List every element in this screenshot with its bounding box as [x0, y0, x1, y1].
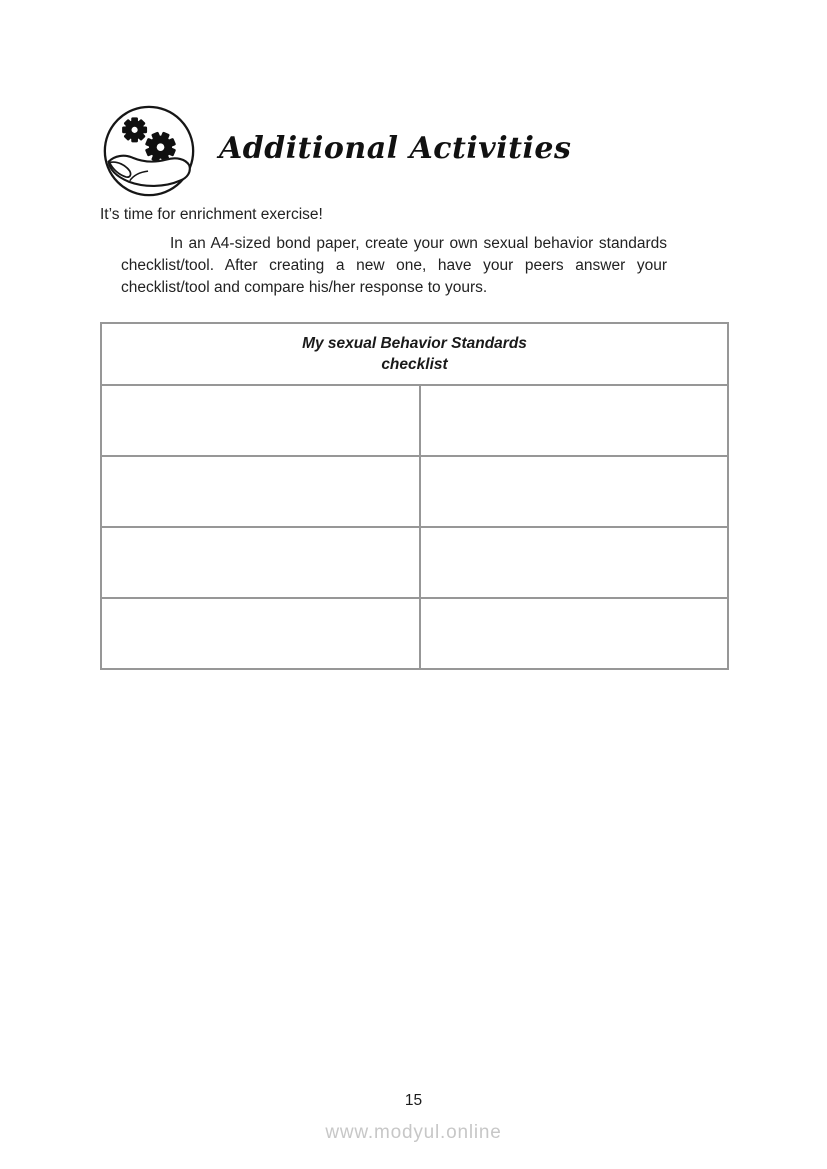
table-cell: [420, 385, 728, 456]
table-cell: [420, 527, 728, 598]
table-row: [101, 456, 728, 527]
intro-text: It’s time for enrichment exercise!: [100, 206, 323, 223]
table-title: [101, 323, 728, 385]
table-cell: [420, 456, 728, 527]
checklist-table-body: [101, 385, 728, 669]
page-title: Additional Activities: [219, 131, 572, 166]
table-row: [101, 598, 728, 669]
instructions-paragraph: In an A4-sized bond paper, create your own sexual behavior standards checklist/tool. After creating a new one, have your peers answer your checklist/tool and compare his/her response to yours.: [121, 235, 667, 296]
table-cell: [101, 598, 420, 669]
table-row: [101, 527, 728, 598]
table-row: [101, 385, 728, 456]
table-cell: [420, 598, 728, 669]
table-header-row: [101, 323, 728, 385]
table-title-line2: checklist: [381, 356, 448, 373]
checklist-table: [100, 322, 729, 670]
gears-in-hand-graphic: [101, 103, 197, 199]
watermark-text: www.modyul.online: [325, 1122, 502, 1143]
table-title-line1: My sexual Behavior Standards: [302, 335, 527, 352]
page-number: 15: [404, 1092, 423, 1109]
table-cell: [101, 385, 420, 456]
gears-in-hand-icon: [101, 103, 197, 199]
table-cell: [101, 456, 420, 527]
table-cell: [101, 527, 420, 598]
small-gear: [122, 117, 147, 142]
